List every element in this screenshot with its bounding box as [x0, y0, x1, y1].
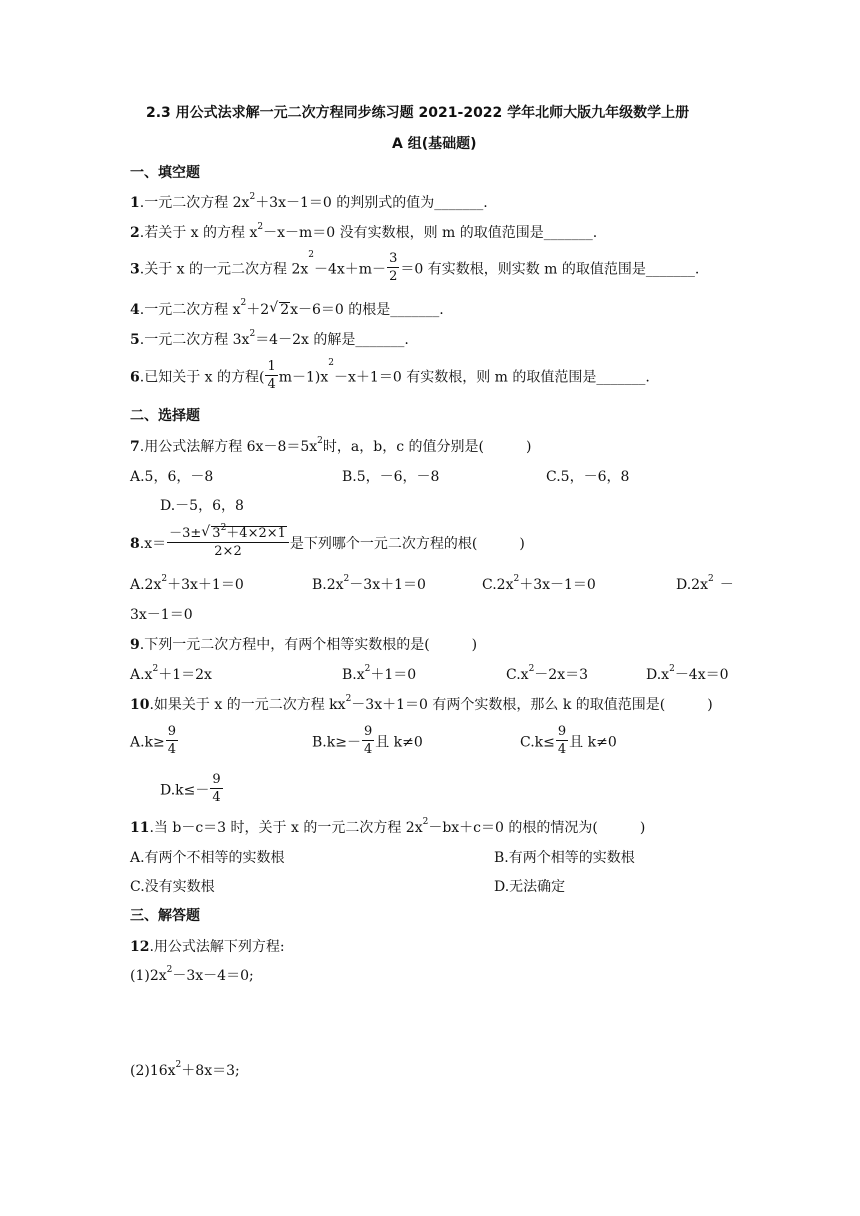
fraction-denominator: 2×2	[214, 543, 242, 559]
numerator-text: －3±	[169, 526, 202, 541]
question-3	[130, 250, 700, 285]
radicand-text: 3	[212, 526, 221, 541]
option-b[interactable]: B.5，－6，－8	[342, 469, 440, 485]
question-number: 8	[130, 536, 140, 553]
question-7	[130, 436, 532, 455]
question-text: .当 b－c＝3 时，关于 x 的一元二次方程 2x	[149, 820, 423, 836]
exponent: 2	[513, 574, 520, 584]
question-text: .一元二次方程 3x	[139, 332, 250, 348]
question-text: －3x－4＝0;	[172, 968, 254, 984]
option-text: ＋1＝0	[370, 667, 417, 683]
option-text: ＋3x＋1＝0	[167, 577, 244, 593]
section-fill-in: 一、填空题	[130, 165, 200, 181]
section-multiple-choice: 二、选择题	[130, 408, 200, 424]
fraction-numerator: 1	[267, 359, 276, 374]
fraction-denominator: 2	[389, 268, 398, 284]
question-text: －x＋1＝0 有实数根，则 m 的取值范围是_______.	[334, 369, 650, 386]
exponent: 2	[220, 523, 227, 533]
option-text: ＋1＝2x	[158, 667, 212, 683]
sub-question-1	[130, 965, 254, 984]
question-text: .x＝	[139, 536, 167, 553]
question-text: 时，a，b，c 的值分别是( )	[322, 439, 532, 455]
question-number: 2	[130, 225, 140, 241]
exponent: 2	[249, 329, 256, 339]
question-text: (1)2x	[130, 968, 167, 984]
fraction-denominator: 4	[267, 376, 276, 392]
square-root	[269, 302, 290, 317]
exponent: 2	[152, 664, 159, 674]
question-11	[130, 817, 646, 836]
option-b[interactable]	[342, 664, 417, 683]
question-4	[130, 298, 444, 318]
exponent: 2	[422, 817, 429, 827]
fraction-numerator: 3	[389, 251, 398, 266]
option-c[interactable]: C.5，－6，8	[546, 469, 630, 485]
fraction	[556, 725, 568, 756]
question-text: ＋8x＝3;	[181, 1063, 240, 1079]
option-text: －	[719, 577, 734, 593]
exponent: 2	[528, 664, 535, 674]
option-d[interactable]	[160, 772, 224, 806]
square-root	[201, 523, 287, 541]
exponent: 2	[166, 965, 173, 975]
question-text: .若关于 x 的方程 x	[139, 225, 258, 241]
option-c[interactable]	[520, 724, 617, 758]
question-number: 7	[130, 439, 140, 455]
question-text: .关于 x 的一元二次方程 2x	[139, 261, 309, 278]
question-10	[130, 694, 713, 713]
option-text: A.x	[130, 667, 153, 683]
exponent: 2	[240, 298, 247, 308]
question-5	[130, 329, 409, 348]
question-text: －x－m＝0 没有实数根，则 m 的取值范围是_______.	[263, 225, 598, 241]
question-text: .下列一元二次方程中，有两个相等实数根的是( )	[139, 637, 478, 653]
fraction-numerator: 9	[363, 724, 373, 739]
option-text: C.k≤	[520, 734, 555, 751]
question-2	[130, 222, 598, 241]
question-text: －3x＋1＝0 有两个实数根，那么 k 的取值范围是( )	[351, 697, 713, 713]
exponent: 2	[161, 574, 168, 584]
option-text: ＋3x－1＝0	[519, 577, 596, 593]
question-number: 1	[130, 195, 140, 211]
option-d[interactable]	[646, 664, 729, 683]
question-number: 9	[130, 637, 140, 653]
fraction-numerator	[167, 523, 289, 543]
option-a[interactable]	[130, 664, 212, 683]
question-text: .用公式法解方程 6x－8＝5x	[139, 439, 318, 455]
option-d-continued: 3x－1＝0	[130, 607, 193, 623]
question-text: ＋3x－1＝0 的判别式的值为_______.	[255, 195, 488, 211]
option-a[interactable]: A.5，6，－8	[130, 469, 214, 485]
exponent: 2	[175, 1060, 182, 1070]
option-text: －4x＝0	[674, 667, 729, 683]
question-text: －bx＋c＝0 的根的情况为( )	[428, 820, 646, 836]
option-a[interactable]: A.有两个不相等的实数根	[130, 850, 285, 866]
question-text: m－1)x	[278, 369, 329, 386]
fraction	[362, 725, 374, 756]
question-number: 10	[130, 697, 150, 713]
fraction-denominator: 4	[363, 741, 373, 757]
option-c[interactable]	[482, 574, 596, 593]
question-text: x－6＝0 的根是_______.	[290, 302, 444, 318]
question-9	[130, 638, 477, 652]
option-b[interactable]: B.有两个相等的实数根	[494, 850, 635, 866]
exponent: 2	[328, 358, 335, 368]
question-text: ＝0 有实数根，则实数 m 的取值范围是_______.	[400, 261, 700, 278]
fraction	[166, 725, 178, 756]
exponent: 2	[308, 250, 314, 260]
radicand-text: ＋4×2×1	[226, 526, 286, 541]
option-c[interactable]: C.没有实数根	[130, 879, 215, 895]
question-12	[130, 940, 285, 954]
question-6	[130, 358, 650, 393]
fraction	[387, 252, 399, 283]
question-text: .已知关于 x 的方程(	[139, 369, 265, 386]
fraction-denominator: 4	[167, 741, 177, 757]
exponent: 2	[364, 664, 371, 674]
option-text: －3x＋1＝0	[349, 577, 426, 593]
option-d[interactable]	[676, 574, 734, 593]
sub-question-2	[130, 1060, 240, 1079]
question-text: .一元二次方程 2x	[139, 195, 250, 211]
option-text: C.x	[506, 667, 529, 683]
option-c[interactable]	[506, 664, 589, 683]
fraction-denominator: 4	[212, 789, 221, 805]
option-text: B.k≥－	[312, 734, 361, 751]
question-number: 12	[130, 939, 150, 955]
option-text: D.k≤－	[160, 782, 210, 799]
option-b[interactable]	[312, 724, 423, 758]
fraction-numerator: 9	[557, 724, 567, 739]
fraction-numerator: 9	[167, 724, 177, 739]
fraction-denominator: 4	[557, 741, 567, 757]
exponent: 2	[249, 192, 256, 202]
fraction	[210, 773, 222, 804]
fraction-numerator: 9	[212, 772, 221, 787]
question-8	[130, 523, 525, 560]
worksheet-title: 2.3 用公式法求解一元二次方程同步练习题 2021-2022 学年北师大版九年级数学上册	[146, 105, 690, 121]
option-d[interactable]: D.－5，6，8	[160, 498, 244, 514]
fraction	[167, 523, 289, 559]
option-a[interactable]	[130, 724, 179, 758]
option-text: C.2x	[482, 577, 514, 593]
question-text: ＋2	[246, 302, 270, 318]
exponent: 2	[257, 222, 264, 232]
question-number: 5	[130, 332, 140, 348]
question-text: .一元二次方程 x	[139, 302, 241, 318]
option-a[interactable]	[130, 574, 244, 593]
exponent: 2	[343, 574, 350, 584]
radicand	[211, 523, 287, 541]
question-number: 11	[130, 820, 150, 836]
section-solve: 三、解答题	[130, 908, 200, 924]
option-text: 且 k≠0	[375, 734, 423, 751]
question-text: －4x＋m－	[313, 261, 387, 278]
question-text: 是下列哪个一元二次方程的根( )	[289, 536, 525, 553]
option-text: －2x＝3	[534, 667, 589, 683]
question-text: .如果关于 x 的一元二次方程 kx	[149, 697, 346, 713]
fraction	[265, 360, 277, 391]
question-text: (2)16x	[130, 1063, 176, 1079]
option-text: B.x	[342, 667, 365, 683]
option-text: B.2x	[312, 577, 344, 593]
option-text: 且 k≠0	[569, 734, 617, 751]
option-text: A.k≥	[130, 734, 165, 751]
option-text: A.2x	[130, 577, 162, 593]
question-text: ＝4－2x 的解是_______.	[255, 332, 409, 348]
option-d[interactable]: D.无法确定	[494, 879, 566, 895]
question-number: 6	[130, 369, 140, 386]
question-text: .用公式法解下列方程:	[149, 939, 285, 955]
exponent: 2	[345, 694, 352, 704]
question-1	[130, 192, 488, 211]
exponent: 2	[317, 436, 323, 446]
group-subtitle: A 组(基础题)	[392, 136, 477, 152]
question-number: 3	[130, 261, 140, 278]
radicand: 2	[280, 302, 290, 318]
option-b[interactable]	[312, 574, 426, 593]
exponent: 2	[669, 664, 675, 674]
question-number: 4	[130, 302, 140, 318]
exponent: 2	[707, 574, 714, 584]
option-text: D.2x	[676, 577, 708, 593]
option-text: D.x	[646, 667, 670, 683]
